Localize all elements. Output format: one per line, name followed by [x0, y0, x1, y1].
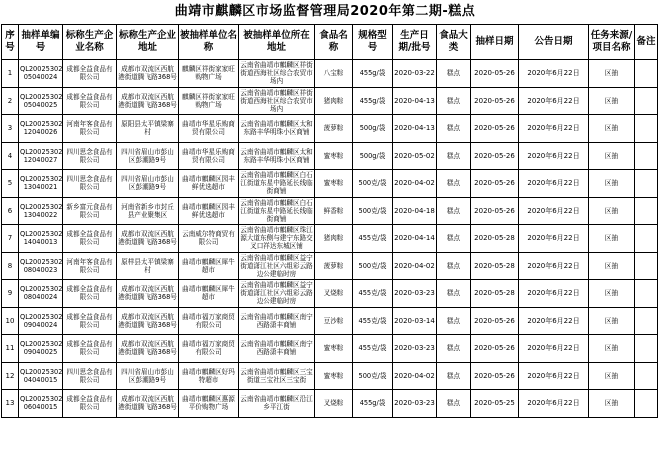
sampled-unit-cell: 曲靖市华星乐购商贸有限公司	[179, 142, 239, 170]
food-category-cell: 糕点	[437, 362, 471, 390]
manufacturer-cell: 四川思念食品有限公司	[63, 142, 117, 170]
seq-cell: 1	[2, 60, 19, 88]
spec-cell: 500g/袋	[353, 142, 393, 170]
food-category-cell: 糕点	[437, 335, 471, 363]
table-row	[2, 170, 658, 198]
sampled-unit-cell: 曲靖市麒麟区犀牛超市	[179, 252, 239, 280]
production-date-cell: 2020-04-02	[393, 362, 437, 390]
remarks-cell	[635, 335, 658, 363]
spec-cell: 500克/袋	[353, 252, 393, 280]
header-manufacturer: 标称生产企业名称	[63, 25, 117, 60]
remarks-cell	[635, 115, 658, 143]
food-category-cell: 糕点	[437, 225, 471, 253]
seq-cell: 7	[2, 225, 19, 253]
manufacturer-cell: 成都全益食品有限公司	[63, 307, 117, 335]
announcement-date-cell: 2020年6月22日	[519, 60, 589, 88]
announcement-date-cell: 2020年6月22日	[519, 87, 589, 115]
sampled-unit-address-cell: 云南省曲靖市麒麟区南宁西路潇丰商铺	[239, 307, 315, 335]
remarks-cell	[635, 390, 658, 418]
header-manufacturer-address: 标称生产企业地址	[117, 25, 179, 60]
sampled-unit-cell: 云南威尔特商贸有限公司	[179, 225, 239, 253]
spec-cell: 500g/袋	[353, 115, 393, 143]
sampled-unit-address-cell: 云南省曲靖市麒麟区益宁街道潇江社区六组彩云路边公建临时房	[240, 281, 313, 306]
seq-cell: 9	[2, 280, 19, 308]
sampling-date-cell: 2020-05-26	[471, 87, 519, 115]
sampled-unit-cell: 曲靖市麒麟区惠源平价购物广场	[179, 390, 239, 418]
seq-cell: 5	[2, 170, 19, 198]
sampling-date-cell: 2020-05-28	[471, 225, 519, 253]
sampling-date-cell: 2020-05-26	[471, 142, 519, 170]
header-sampling-date: 抽样日期	[471, 25, 519, 60]
spec-cell: 455克/袋	[353, 280, 393, 308]
spec-cell: 455克/袋	[353, 335, 393, 363]
task-source-cell: 区抽	[589, 307, 635, 335]
spec-cell: 500克/袋	[353, 170, 393, 198]
spec-cell: 455克/袋	[353, 225, 393, 253]
table-row	[2, 115, 658, 143]
food-name-cell: 猪肉粽	[315, 87, 353, 115]
food-name-cell: 豆沙粽	[315, 307, 353, 335]
inspection-table	[1, 24, 658, 418]
production-date-cell: 2020-03-14	[393, 307, 437, 335]
sampled-unit-cell: 曲靖市麒麟区园丰鲜优选超市	[179, 197, 239, 225]
sample-code-cell: QL20025302 05040024	[19, 60, 63, 88]
table-row	[2, 362, 658, 390]
manufacturer-address-cell: 河南省新乡市封丘县产业聚集区	[117, 197, 179, 225]
food-category-cell: 糕点	[437, 60, 471, 88]
table-row	[2, 142, 658, 170]
table-row	[2, 197, 658, 225]
production-date-cell: 2020-04-02	[393, 252, 437, 280]
task-source-cell: 区抽	[589, 197, 635, 225]
manufacturer-address-cell: 成都市双流区西航港街道腾飞路368号	[117, 335, 179, 363]
task-source-cell: 区抽	[589, 115, 635, 143]
seq-cell: 4	[2, 142, 19, 170]
food-name-cell: 菠萝粽	[315, 115, 353, 143]
sampling-date-cell: 2020-05-26	[471, 362, 519, 390]
food-category-cell: 糕点	[437, 115, 471, 143]
sampled-unit-cell: 曲靖市麒麟区犀牛超市	[179, 280, 239, 308]
task-source-cell: 区抽	[589, 225, 635, 253]
seq-cell: 8	[2, 252, 19, 280]
announcement-date-cell: 2020年6月22日	[519, 335, 589, 363]
sampling-date-cell: 2020-05-26	[471, 115, 519, 143]
manufacturer-cell: 河南年客食品有限公司	[63, 115, 117, 143]
sampled-unit-cell: 麒麟区祥街家家旺购物广场	[179, 87, 239, 115]
food-name-cell: 蜜枣粽	[315, 170, 353, 198]
sample-code-cell: QL20025302 13040022	[19, 197, 63, 225]
sampling-date-cell: 2020-05-26	[471, 197, 519, 225]
production-date-cell: 2020-03-22	[393, 60, 437, 88]
food-name-cell: 鲜香粽	[315, 197, 353, 225]
spec-cell: 455克/袋	[353, 307, 393, 335]
sample-code-cell: QL20025302 06040015	[19, 390, 63, 418]
announcement-date-cell: 2020年6月22日	[519, 280, 589, 308]
manufacturer-address-cell: 四川省眉山市彭山区彭潮路9号	[117, 142, 179, 170]
header-sampled-unit-address: 被抽样单位所在地址	[239, 25, 315, 60]
production-date-cell: 2020-04-14	[393, 225, 437, 253]
food-name-cell: 蜜枣粽	[315, 362, 353, 390]
manufacturer-cell: 成都全益食品有限公司	[63, 87, 117, 115]
table-row	[2, 307, 658, 335]
table-row	[2, 390, 658, 418]
production-date-cell: 2020-04-13	[393, 87, 437, 115]
manufacturer-cell: 新乡富元食品有限公司	[63, 197, 117, 225]
manufacturer-cell: 成都全益食品有限公司	[63, 225, 117, 253]
announcement-date-cell: 2020年6月22日	[519, 390, 589, 418]
food-category-cell: 糕点	[437, 307, 471, 335]
task-source-cell: 区抽	[589, 170, 635, 198]
production-date-cell: 2020-03-23	[393, 280, 437, 308]
header-sample-code: 抽样单编号	[19, 25, 63, 60]
sample-code-cell: QL20025302 12040026	[19, 115, 63, 143]
seq-cell: 3	[2, 115, 19, 143]
food-name-cell: 八宝粽	[315, 60, 353, 88]
sampled-unit-cell: 麒麟区祥街家家旺购物广场	[179, 60, 239, 88]
sampled-unit-cell: 曲靖市麒麟区好玛特超市	[179, 362, 239, 390]
header-food-name: 食品名称	[315, 25, 353, 60]
sampled-unit-address-cell: 云南省曲靖市麒麟区南宁西路潇丰商铺	[239, 335, 315, 363]
header-task-source: 任务来源/项目名称	[589, 25, 635, 60]
production-date-cell: 2020-03-23	[393, 335, 437, 363]
seq-cell: 11	[2, 335, 19, 363]
header-sampled-unit: 被抽样单位名称	[179, 25, 239, 60]
task-source-cell: 区抽	[589, 60, 635, 88]
table-row	[2, 335, 658, 363]
sampling-date-cell: 2020-05-26	[471, 60, 519, 88]
sampled-unit-address-cell: 云南省曲靖市麒麟区益宁街道潇江社区六组彩云路边公建临时房	[240, 253, 313, 278]
manufacturer-cell: 四川思念食品有限公司	[63, 362, 117, 390]
seq-cell: 13	[2, 390, 19, 418]
announcement-date-cell: 2020年6月22日	[519, 142, 589, 170]
announcement-date-cell: 2020年6月22日	[519, 362, 589, 390]
production-date-cell: 2020-04-02	[393, 170, 437, 198]
seq-cell: 6	[2, 197, 19, 225]
sampled-unit-address-cell: 云南省曲靖市麒麟区沿江乡平江街	[239, 390, 315, 418]
announcement-date-cell: 2020年6月22日	[519, 197, 589, 225]
spec-cell: 455g/袋	[353, 87, 393, 115]
sampling-date-cell: 2020-05-26	[471, 170, 519, 198]
task-source-cell: 区抽	[589, 335, 635, 363]
spec-cell: 500克/袋	[353, 197, 393, 225]
remarks-cell	[635, 142, 658, 170]
sample-code-cell: QL20025302 08040023	[19, 252, 63, 280]
manufacturer-cell: 成都全益食品有限公司	[63, 335, 117, 363]
sampled-unit-address-cell: 云南省曲靖市麒麟区祥街街道西海社区综合农贸市场内	[240, 88, 313, 113]
header-announcement-date: 公告日期	[519, 25, 589, 60]
sampled-unit-cell: 曲靖市华星乐购商贸有限公司	[179, 115, 239, 143]
announcement-date-cell: 2020年6月22日	[519, 307, 589, 335]
table-row	[2, 225, 658, 253]
header-spec: 规格型号	[353, 25, 393, 60]
food-name-cell: 叉烧粽	[315, 390, 353, 418]
sample-code-cell: QL20025302 09040024	[19, 307, 63, 335]
manufacturer-cell: 成都全益食品有限公司	[63, 60, 117, 88]
remarks-cell	[635, 362, 658, 390]
food-name-cell: 叉烧粽	[315, 280, 353, 308]
task-source-cell: 区抽	[589, 390, 635, 418]
sampled-unit-address-cell: 云南省曲靖市麒麟区白石江街道东星中路延长线临街商铺	[240, 198, 313, 223]
sample-code-cell: QL20025302 05040025	[19, 87, 63, 115]
sampled-unit-address-cell: 云南省曲靖市麒麟区太和东路丰华明珠小区商铺	[239, 115, 315, 143]
remarks-cell	[635, 280, 658, 308]
sampled-unit-cell: 曲靖市麒麟区园丰鲜优选超市	[179, 170, 239, 198]
header-food-category: 食品大类	[437, 25, 471, 60]
production-date-cell: 2020-03-23	[393, 390, 437, 418]
table-header-row	[2, 25, 658, 60]
header-seq: 序号	[2, 25, 19, 60]
spec-cell: 455g/袋	[353, 60, 393, 88]
sample-code-cell: QL20025302 13040021	[19, 170, 63, 198]
food-category-cell: 糕点	[437, 197, 471, 225]
page-title: 曲靖市麒麟区市场监督管理局2020年第二期-糕点	[174, 4, 476, 19]
task-source-cell: 区抽	[589, 87, 635, 115]
remarks-cell	[635, 252, 658, 280]
announcement-date-cell: 2020年6月22日	[519, 252, 589, 280]
spec-cell: 455g/袋	[353, 390, 393, 418]
sampled-unit-address-cell: 云南省曲靖市麒麟区太和东路丰华明珠小区商铺	[239, 142, 315, 170]
food-category-cell: 糕点	[437, 87, 471, 115]
food-name-cell: 猪肉粽	[315, 225, 353, 253]
production-date-cell: 2020-04-18	[393, 197, 437, 225]
task-source-cell: 区抽	[589, 280, 635, 308]
food-category-cell: 糕点	[437, 142, 471, 170]
seq-cell: 2	[2, 87, 19, 115]
sample-code-cell: QL20025302 04040015	[19, 362, 63, 390]
manufacturer-cell: 成都全益食品有限公司	[63, 390, 117, 418]
sampled-unit-address-cell: 云南省曲靖市麒麟区三宝街道三宝社区三宝街	[239, 362, 315, 390]
food-category-cell: 糕点	[437, 280, 471, 308]
table-body	[2, 60, 658, 418]
manufacturer-address-cell: 成都市双流区西航港街道腾飞路368号	[117, 307, 179, 335]
seq-cell: 12	[2, 362, 19, 390]
food-category-cell: 糕点	[437, 252, 471, 280]
table-row	[2, 87, 658, 115]
manufacturer-address-cell: 成都市双流区西航港街道腾飞路368号	[117, 225, 179, 253]
manufacturer-address-cell: 四川省眉山市彭山区彭潮路9号	[117, 362, 179, 390]
food-category-cell: 糕点	[437, 390, 471, 418]
manufacturer-address-cell: 原样县太平镇梁寨村	[117, 252, 179, 280]
sampled-unit-cell: 曲靖市福万家商贸有限公司	[179, 335, 239, 363]
sampled-unit-address-cell: 云南省曲靖市麒麟区祥街街道西海社区综合农贸市场内	[240, 61, 313, 86]
manufacturer-cell: 四川思念食品有限公司	[63, 170, 117, 198]
remarks-cell	[635, 87, 658, 115]
announcement-date-cell: 2020年6月22日	[519, 115, 589, 143]
header-remarks: 备注	[635, 25, 658, 60]
table-row	[2, 60, 658, 88]
announcement-date-cell: 2020年6月22日	[519, 225, 589, 253]
sample-code-cell: QL20025302 09040025	[19, 335, 63, 363]
sampled-unit-address-cell: 云南省曲靖市麒麟区珠江源大道东侧与建宁东路交叉口祥达东城区铺	[240, 226, 313, 251]
sample-code-cell: QL20025302 14040013	[19, 225, 63, 253]
food-name-cell: 蜜枣粽	[315, 142, 353, 170]
food-category-cell: 糕点	[437, 170, 471, 198]
remarks-cell	[635, 170, 658, 198]
manufacturer-address-cell: 成都市双流区西航港街道腾飞路368号	[117, 280, 179, 308]
table-row	[2, 280, 658, 308]
task-source-cell: 区抽	[589, 252, 635, 280]
sampling-date-cell: 2020-05-26	[471, 335, 519, 363]
sampling-date-cell: 2020-05-28	[471, 252, 519, 280]
manufacturer-cell: 成都全益食品有限公司	[63, 280, 117, 308]
table-row	[2, 252, 658, 280]
manufacturer-address-cell: 原阳县太平镇梁寨村	[117, 115, 179, 143]
seq-cell: 10	[2, 307, 19, 335]
sampled-unit-cell: 曲靖市福万家商贸有限公司	[179, 307, 239, 335]
sample-code-cell: QL20025302 12040027	[19, 142, 63, 170]
remarks-cell	[635, 197, 658, 225]
remarks-cell	[635, 307, 658, 335]
manufacturer-cell: 河南年客食品有限公司	[63, 252, 117, 280]
sampling-date-cell: 2020-05-26	[471, 307, 519, 335]
production-date-cell: 2020-04-13	[393, 115, 437, 143]
task-source-cell: 区抽	[589, 142, 635, 170]
manufacturer-address-cell: 成都市双流区西航港街道腾飞路368号	[117, 60, 179, 88]
header-production-date: 生产日期/批号	[393, 25, 437, 60]
manufacturer-address-cell: 成都市双流区西航港街道腾飞路368号	[117, 87, 179, 115]
food-name-cell: 菠萝粽	[315, 252, 353, 280]
sampled-unit-address-cell: 云南省曲靖市麒麟区白石江街道东星中路延长线临街商铺	[240, 171, 313, 196]
announcement-date-cell: 2020年6月22日	[519, 170, 589, 198]
manufacturer-address-cell: 四川省眉山市彭山区彭潮路9号	[117, 170, 179, 198]
manufacturer-address-cell: 成都市双流区西航港街道腾飞路368号	[117, 390, 179, 418]
task-source-cell: 区抽	[589, 362, 635, 390]
remarks-cell	[635, 225, 658, 253]
sampling-date-cell: 2020-05-28	[471, 280, 519, 308]
food-name-cell: 蜜枣粽	[315, 335, 353, 363]
sample-code-cell: QL20025302 08040024	[19, 280, 63, 308]
spec-cell: 500克/袋	[353, 362, 393, 390]
production-date-cell: 2020-05-02	[393, 142, 437, 170]
sampling-date-cell: 2020-05-25	[471, 390, 519, 418]
remarks-cell	[635, 60, 658, 88]
